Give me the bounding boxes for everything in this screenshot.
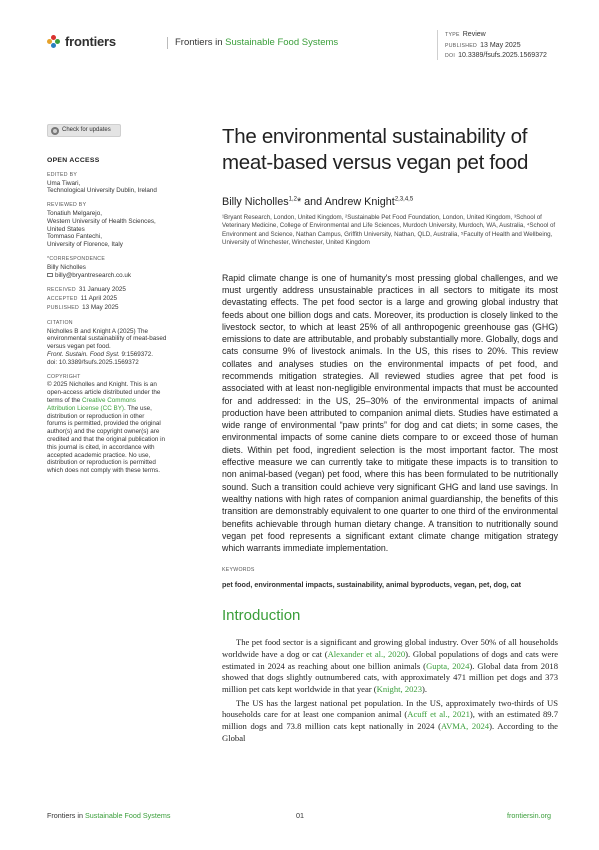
- accepted-label: ACCEPTED: [47, 296, 78, 303]
- reference-link[interactable]: Knight, 2023: [376, 684, 423, 695]
- footer-journal-name: Sustainable Food Systems: [84, 811, 171, 820]
- doi-value[interactable]: 10.3389/fsufs.2025.1569372: [458, 52, 547, 60]
- reviewed-by: [47, 210, 202, 249]
- crossmark-icon: [51, 127, 59, 135]
- doi-label: DOI: [445, 53, 456, 60]
- page-number: 01: [296, 811, 304, 820]
- text-run: ).: [422, 684, 428, 695]
- meta-divider: [437, 30, 438, 60]
- cc-license-link[interactable]: Creative Commons Attribution License (CC BY): [47, 396, 136, 412]
- text-run: The pet food sector is a significant and growing global industry. Over 50% of all households worldwide have a dog or cat (: [222, 637, 558, 659]
- check-for-updates-label: Check for updates: [62, 126, 111, 133]
- text-run: ). Global populations of dogs and cats were estimated in 2024 as reaching about one billion animals (: [222, 648, 559, 671]
- paragraph: [222, 637, 558, 696]
- edited-by: [47, 180, 202, 196]
- copyright-part: . The use, distribution or reproduction in other forums is permitted, provided the original author(s) and the copyright owner(s) are credited and that the original publication in this journal is cited, in accordance with accepted academic practice. No use, distribution or reproduction is permitted which does not comply with these terms.: [47, 404, 165, 475]
- text-run: ). According to the Global: [222, 721, 558, 743]
- dates: [47, 286, 202, 312]
- abstract: Rapid climate change is one of humanity's most pressing global challenges, and we must urgently address unsustainable practices in all sectors to mitigate its most devastating effects. The pet food sector is a large and growing global industry that feeds about one billion dogs and cats. Moreover, its production is closely linked to the livestock sector, to which at least 25% of all anthropogenic greenhouse gas (GHG) emissions to date are attributable, and probably substantially more. Globally, dogs and cats consume 9% of livestock animals. In the US, this rises to 20%. This review collates and analyses studies on the environmental impacts of pet food, and recommends mitigation strategies. All reviewed studies agree that pet food is associated with at least non-negligible environmental impacts that must be accounted for and addressed: in the US, 25–30% of the environmental impacts of animal production have been attributed to companion animal diets. Studies have estimated a wide range of environmental “paw prints” for dog and cat diets; in some cases, the environmental impacts of some canine diets compare to or exceed those of human diets. Within pet food, ingredient selection is the most important factor. The most effective measure we can currently take to mitigate these impacts is to transition to non animal-based (vegan) pet food, where this has been formulated to be nutritionally sound. Such a transition could achieve very significant GHG and land use savings. In wealthy nations with high rates of companion animal guardianship, the benefits of this transition are demonstrably equivalent to one quarter to one third of the environmental benefits achievable through human dietary change. A transition to nutritionally sound vegan pet food represents a significant extant climate change mitigation strategy which warrants immediate implementation.: [222, 272, 558, 554]
- article-sidebar: [47, 124, 202, 475]
- type-label: TYPE: [445, 32, 460, 38]
- reviewer-line: Western University of Health Sciences,: [47, 217, 156, 225]
- footer-prefix: Frontiers in: [47, 811, 85, 820]
- citation-label: CITATION: [47, 319, 73, 326]
- affiliations: ¹Bryant Research, London, United Kingdom, ²Sustainable Pet Food Foundation, London, United Kingdom, ³School of Veterinary Medicine, College of Environmental and Life Sciences, Murdoch University, Murdoch, WA, Australia, ⁴School of Environment and Science, Nathan Campus, Griffith University, Nathan, QLD, Australia, ⁵Faculty of Health and Wellbeing, University of Winchester, Winchester, United Kingdom: [222, 214, 556, 247]
- type-value: Review: [462, 31, 486, 38]
- copyright-part: © 2025 Nicholles and Knight. This is an open-access article distributed under the terms of the: [47, 381, 161, 404]
- frontiers-logo-icon: [47, 35, 61, 49]
- page-header: [47, 31, 557, 60]
- keywords-label: KEYWORDS: [222, 567, 255, 574]
- citation-journal: Front. Sustain. Food Syst.: [47, 350, 120, 358]
- citation: [47, 328, 202, 367]
- citation-line: versus vegan pet food.: [47, 343, 111, 351]
- copyright-text: [47, 381, 165, 475]
- reviewer-line: United States: [47, 225, 85, 233]
- section-heading: Introduction: [222, 607, 301, 625]
- article-main: [222, 124, 558, 746]
- reviewer-line: Tonatiuh Melgarejo,: [47, 209, 102, 217]
- footer-site-link[interactable]: frontiersin.org: [507, 811, 551, 820]
- reference-link[interactable]: Acuff et al., 2021: [407, 709, 470, 720]
- author-affil-sup: 1,2: [288, 196, 297, 203]
- logo-text: frontiers: [65, 34, 116, 49]
- edited-by-label: EDITED BY: [47, 171, 78, 178]
- text-run: ). Global data from 2018 showed that dogs slightly outnumbered cats, with approximately 471 million pet dogs and 373 million pet cats kept worldwide in that year (: [222, 660, 558, 695]
- author-conjunction: and: [301, 196, 325, 208]
- copyright-label: COPYRIGHT: [47, 373, 81, 380]
- check-for-updates-button[interactable]: [47, 124, 121, 137]
- journal-title: Sustainable Food Systems: [225, 37, 339, 48]
- authors: [222, 196, 558, 208]
- reference-link[interactable]: AVMA, 2024: [440, 721, 490, 732]
- editor-name: Uma Tiwari,: [47, 179, 81, 187]
- citation-doi[interactable]: doi: 10.3389/fsufs.2025.1569372: [47, 358, 139, 366]
- article-title: The environmental sustainability of meat-based versus vegan pet food: [222, 125, 529, 174]
- frontiers-logo[interactable]: [47, 34, 116, 49]
- published-label: PUBLISHED: [445, 42, 478, 49]
- correspondence-name: Billy Nicholles: [47, 263, 86, 271]
- correspondence-label: *CORRESPONDENCE: [47, 255, 106, 262]
- paragraph: [222, 698, 558, 745]
- author-name[interactable]: Andrew Knight: [324, 196, 395, 208]
- published-value: 13 May 2025: [480, 41, 521, 49]
- author-name[interactable]: Billy Nicholles: [222, 196, 289, 208]
- reviewer-line: Tommaso Fantechi,: [47, 233, 102, 241]
- text-run: The US has the largest national pet population. In the US, approximately two-thirds of US households care for at least one companion animal (: [222, 697, 558, 720]
- accepted-date: 11 April 2025: [80, 295, 117, 303]
- introduction-body: [222, 637, 558, 745]
- received-label: RECEIVED: [47, 287, 76, 294]
- citation-line: Nicholles B and Knight A (2025) The: [47, 327, 149, 335]
- citation-volume: 9:1569372.: [119, 350, 154, 358]
- editor-affiliation: Technological University Dublin, Ireland: [47, 187, 157, 195]
- article-meta: [445, 30, 547, 62]
- keywords: pet food, environmental impacts, sustainability, animal byproducts, vegan, pet, dog, cat: [222, 580, 521, 590]
- header-divider: [167, 37, 168, 49]
- footer-journal[interactable]: [47, 811, 170, 820]
- reviewed-by-label: REVIEWED BY: [47, 202, 87, 209]
- mail-icon: [47, 273, 53, 277]
- journal-prefix: Frontiers in: [175, 37, 226, 48]
- text-run: ), with an estimated 89.7 million dogs and 73.8 million cats kept nationally in 2024 (: [222, 709, 558, 732]
- correspondence-email: billy@bryantresearch.co.uk: [55, 271, 132, 279]
- open-access-label: OPEN ACCESS: [47, 157, 100, 164]
- correspondence-email-row[interactable]: [47, 272, 202, 280]
- journal-name[interactable]: [175, 37, 338, 48]
- reviewer-line: University of Florence, Italy: [47, 241, 123, 249]
- correspondence: [47, 264, 202, 280]
- corresponding-mark: *: [296, 196, 302, 208]
- published-date: 13 May 2025: [82, 303, 119, 311]
- reference-link[interactable]: Gupta, 2024: [426, 660, 470, 671]
- published-label: PUBLISHED: [47, 304, 80, 311]
- citation-line: environmental sustainability of meat-based: [47, 335, 167, 343]
- reference-link[interactable]: Alexander et al., 2020: [327, 648, 406, 659]
- author-affil-sup: 2,3,4,5: [394, 196, 414, 203]
- received-date: 31 January 2025: [78, 286, 126, 294]
